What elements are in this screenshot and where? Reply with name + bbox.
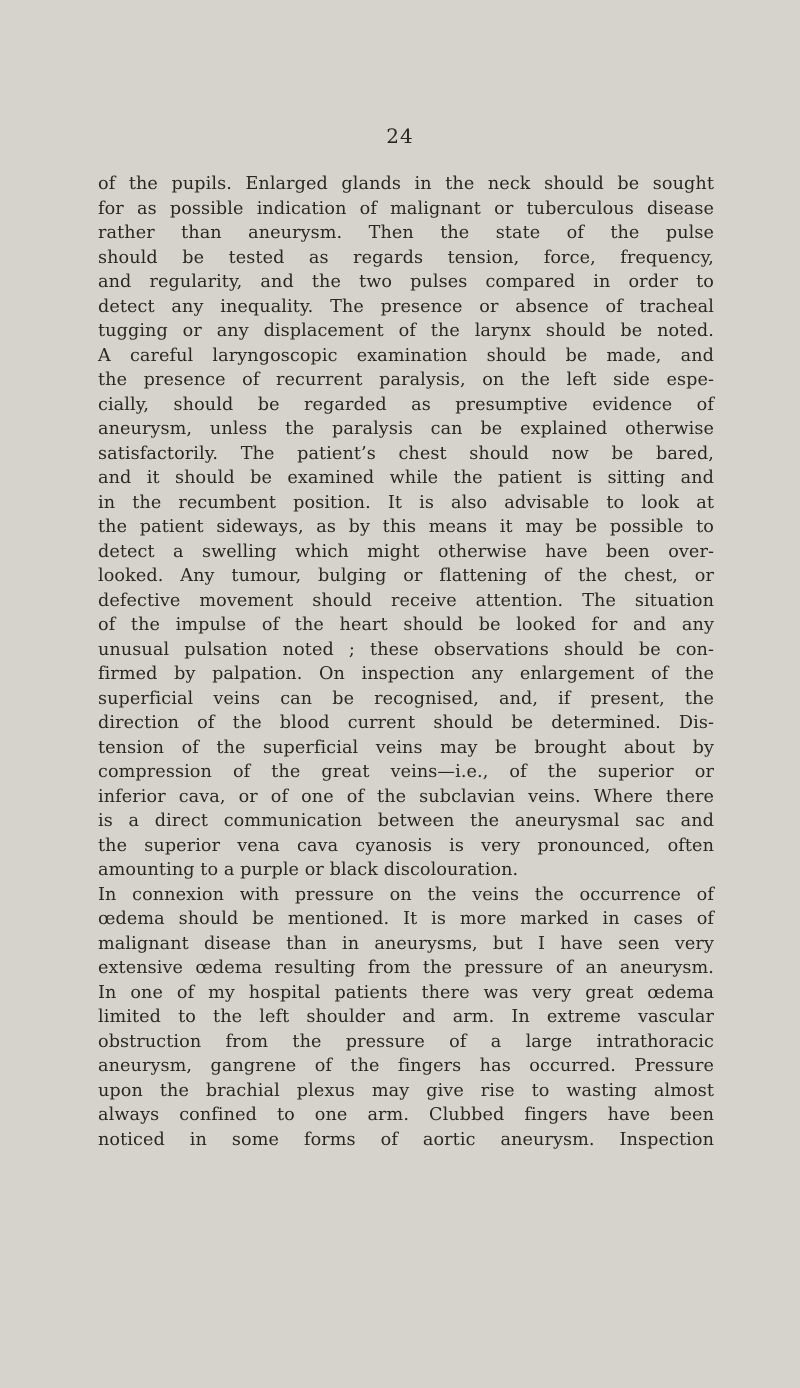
text-line: amounting to a purple or black discolouration. — [98, 860, 519, 880]
text-line: limited to the left shoulder and arm. In extreme vascular — [98, 1007, 714, 1027]
text-line: cially, should be regarded as presumptive evidence of — [98, 394, 714, 415]
text-line: always confined to one arm. Clubbed fingers have been — [98, 1105, 714, 1125]
body-text — [98, 172, 714, 1152]
text-line: the patient sideways, as by this means it may be possible to — [98, 517, 714, 537]
text-line: rather than aneurysm. Then the state of the pulse — [98, 223, 714, 243]
text-line: detect any inequality. The presence or absence of tracheal — [98, 296, 714, 317]
text-line: inferior cava, or of one of the subclavian veins. Where there — [98, 786, 714, 807]
text-line: and it should be examined while the patient is sitting and — [98, 468, 714, 488]
text-line: In one of my hospital patients there was very great œdema — [98, 982, 714, 1003]
text-line: direction of the blood current should be determined. Dis- — [98, 713, 714, 733]
text-line: satisfactorily. The patient’s chest should now be bared, — [98, 443, 714, 464]
text-line: looked. Any tumour, bulging or flattening of the chest, or — [98, 566, 714, 586]
text-line: compression of the great veins—i.e., of the superior or — [98, 762, 714, 782]
text-line: and regularity, and the two pulses compared in order to — [98, 272, 714, 292]
text-line: tugging or any displacement of the larynx should be noted. — [98, 321, 714, 341]
text-line: detect a swelling which might otherwise have been over- — [98, 541, 714, 562]
text-line: A careful laryngoscopic examination should be made, and — [98, 345, 714, 366]
text-line: upon the brachial plexus may give rise to wasting almost — [98, 1080, 714, 1101]
text-line: of the impulse of the heart should be looked for and any — [98, 615, 714, 635]
text-line: In connexion with pressure on the veins the occurrence of — [98, 884, 714, 905]
page-number: 24 — [386, 124, 414, 148]
text-line: of the pupils. Enlarged glands in the neck should be sought — [98, 174, 714, 194]
text-line: œdema should be mentioned. It is more marked in cases of — [98, 909, 714, 929]
text-line: malignant disease than in aneurysms, but I have seen very — [98, 933, 714, 954]
text-line: extensive œdema resulting from the pressure of an aneurysm. — [98, 958, 714, 978]
text-line: should be tested as regards tension, force, frequency, — [98, 247, 714, 268]
text-line: aneurysm, unless the paralysis can be explained otherwise — [98, 419, 714, 439]
text-line: tension of the superficial veins may be brought about by — [98, 737, 714, 758]
text-line: is a direct communication between the aneurysmal sac and — [98, 811, 714, 831]
text-line: superficial veins can be recognised, and, if present, the — [98, 688, 714, 709]
text-line: firmed by palpation. On inspection any enlargement of the — [98, 664, 714, 684]
text-line: for as possible indication of malignant or tuberculous disease — [98, 198, 714, 219]
text-line: defective movement should receive attention. The situation — [98, 590, 714, 611]
text-line: in the recumbent position. It is also advisable to look at — [98, 492, 714, 513]
text-line: obstruction from the pressure of a large intrathoracic — [98, 1031, 714, 1052]
text-line: noticed in some forms of aortic aneurysm. Inspection — [98, 1129, 714, 1150]
text-line: aneurysm, gangrene of the fingers has occurred. Pressure — [98, 1056, 714, 1076]
text-line: the presence of recurrent paralysis, on the left side espe- — [98, 370, 714, 390]
text-line: the superior vena cava cyanosis is very pronounced, often — [98, 835, 714, 856]
text-line: unusual pulsation noted ; these observations should be con- — [98, 639, 714, 660]
